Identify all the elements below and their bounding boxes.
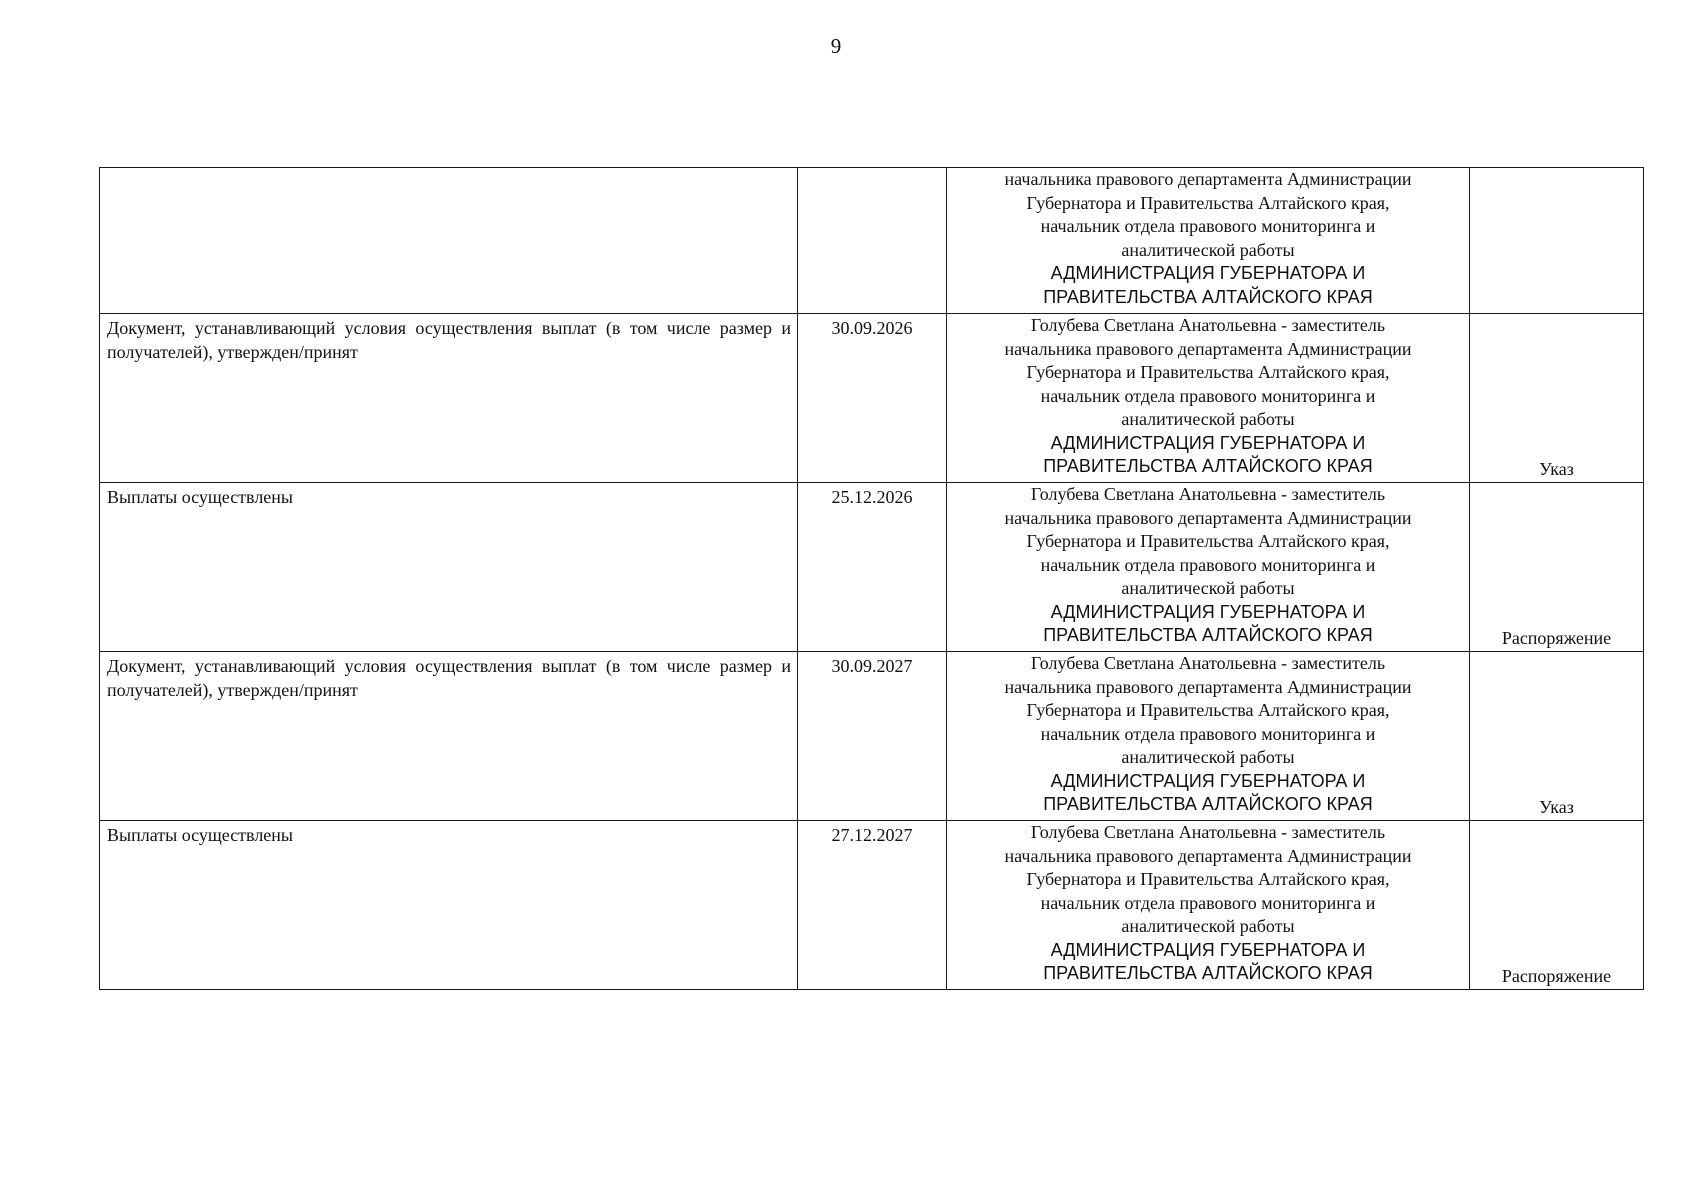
table-row bbox=[100, 821, 1644, 990]
responsible-line: аналитической работы bbox=[1121, 239, 1295, 260]
responsible-line: Губернатора и Правительства Алтайского края, bbox=[1026, 192, 1390, 213]
date-cell: 30.09.2027 bbox=[798, 652, 947, 821]
responsible-line: аналитической работы bbox=[1121, 409, 1295, 429]
organization-line: АДМИНИСТРАЦИЯ ГУБЕРНАТОРА И bbox=[1050, 770, 1366, 791]
doc-type-label: Распоряжение bbox=[1501, 627, 1612, 648]
responsible-cell bbox=[947, 314, 1470, 483]
description-cell: Выплаты осуществлены bbox=[100, 483, 798, 652]
organization-line: АДМИНИСТРАЦИЯ ГУБЕРНАТОРА И bbox=[1050, 939, 1366, 960]
organization-line: ПРАВИТЕЛЬСТВА АЛТАЙСКОГО КРАЯ bbox=[1043, 456, 1373, 476]
responsible-line: начальника правового департамента Администрации bbox=[1004, 676, 1412, 697]
description-cell: Выплаты осуществлены bbox=[100, 821, 798, 990]
responsible-line: Губернатора и Правительства Алтайского края, bbox=[1026, 531, 1390, 551]
responsible-cell bbox=[947, 483, 1470, 652]
table-row bbox=[100, 483, 1644, 652]
page-number: 9 bbox=[830, 34, 842, 58]
date-cell bbox=[798, 168, 947, 314]
date-cell: 25.12.2026 bbox=[798, 483, 947, 652]
responsible-line: Голубева Светлана Анатольевна - заместитель bbox=[1030, 315, 1386, 335]
responsible-line: начальника правового департамента Администрации bbox=[1004, 507, 1412, 528]
organization-line: ПРАВИТЕЛЬСТВА АЛТАЙСКОГО КРАЯ bbox=[1043, 286, 1373, 307]
responsible-line: начальник отдела правового мониторинга и bbox=[1040, 216, 1376, 236]
responsible-line: Губернатора и Правительства Алтайского края, bbox=[1026, 362, 1390, 382]
responsible-line: Губернатора и Правительства Алтайского края, bbox=[1026, 869, 1390, 889]
description-cell: Документ, устанавливающий условия осуществления выплат (в том числе размер и получателей), утвержден/принят bbox=[100, 314, 798, 483]
responsible-line: аналитической работы bbox=[1121, 578, 1295, 598]
doc-type-cell bbox=[1470, 652, 1644, 821]
table-row bbox=[100, 652, 1644, 821]
responsible-line: начальник отдела правового мониторинга и bbox=[1040, 723, 1376, 744]
organization-line: АДМИНИСТРАЦИЯ ГУБЕРНАТОРА И bbox=[1050, 601, 1366, 622]
organization-line: АДМИНИСТРАЦИЯ ГУБЕРНАТОРА И bbox=[1050, 263, 1366, 283]
responsible-line: Голубева Светлана Анатольевна - заместитель bbox=[1030, 484, 1386, 504]
responsible-line: начальника правового департамента Администрации bbox=[1004, 169, 1412, 189]
organization-line: АДМИНИСТРАЦИЯ ГУБЕРНАТОРА И bbox=[1050, 432, 1366, 453]
responsible-line: Губернатора и Правительства Алтайского края, bbox=[1026, 700, 1390, 720]
description-cell bbox=[100, 168, 798, 314]
organization-line: ПРАВИТЕЛЬСТВА АЛТАЙСКОГО КРАЯ bbox=[1043, 963, 1373, 983]
date-cell: 30.09.2026 bbox=[798, 314, 947, 483]
doc-type-label: Указ bbox=[1539, 458, 1574, 479]
date-cell: 27.12.2027 bbox=[798, 821, 947, 990]
responsible-line: Голубева Светлана Анатольевна - заместитель bbox=[1030, 822, 1386, 842]
responsible-line: начальник отдела правового мониторинга и bbox=[1040, 385, 1376, 406]
doc-type-cell bbox=[1470, 483, 1644, 652]
description-cell: Документ, устанавливающий условия осуществления выплат (в том числе размер и получателей), утвержден/принят bbox=[100, 652, 798, 821]
responsible-line: Голубева Светлана Анатольевна - заместитель bbox=[1030, 653, 1386, 673]
table-row bbox=[100, 168, 1644, 314]
responsible-line: начальника правового департамента Администрации bbox=[1004, 845, 1412, 866]
doc-type-cell bbox=[1470, 168, 1644, 314]
doc-type-label: Указ bbox=[1539, 796, 1574, 817]
doc-type-cell bbox=[1470, 314, 1644, 483]
responsible-cell bbox=[947, 821, 1470, 990]
responsible-line: аналитической работы bbox=[1121, 747, 1295, 767]
organization-line: ПРАВИТЕЛЬСТВА АЛТАЙСКОГО КРАЯ bbox=[1043, 794, 1373, 814]
doc-type-label: Распоряжение bbox=[1501, 965, 1612, 986]
table-row bbox=[100, 314, 1644, 483]
control-points-table bbox=[99, 167, 1644, 990]
responsible-line: начальник отдела правового мониторинга и bbox=[1040, 554, 1376, 575]
responsible-line: аналитической работы bbox=[1121, 916, 1295, 936]
responsible-line: начальник отдела правового мониторинга и bbox=[1040, 892, 1376, 913]
doc-type-cell bbox=[1470, 821, 1644, 990]
responsible-cell bbox=[947, 652, 1470, 821]
responsible-cell bbox=[947, 168, 1470, 314]
organization-line: ПРАВИТЕЛЬСТВА АЛТАЙСКОГО КРАЯ bbox=[1043, 625, 1373, 645]
responsible-line: начальника правового департамента Администрации bbox=[1004, 338, 1412, 359]
